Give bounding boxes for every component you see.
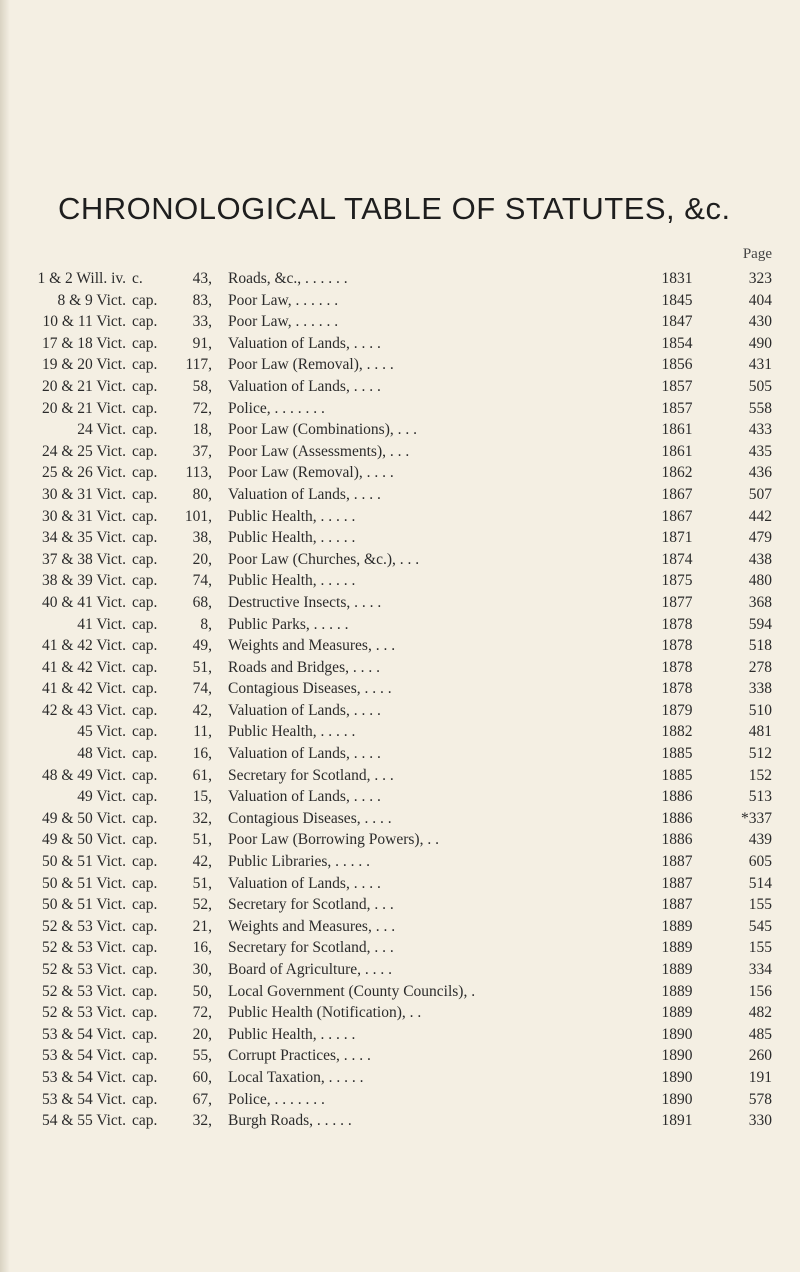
table-row <box>0 570 800 592</box>
chapter-number: 80, <box>192 485 212 503</box>
chapter-number: 117, <box>185 356 212 374</box>
page-reference: 439 <box>748 831 772 849</box>
statute-year: 1890 <box>661 1090 693 1108</box>
table-row <box>0 462 800 484</box>
statute-subject: Poor Law, . . . . . . <box>228 291 339 309</box>
chapter-number: 51, <box>192 831 212 849</box>
regnal-sessions: 17 & 18 Vict. <box>41 334 126 352</box>
page-reference: 433 <box>748 421 772 439</box>
statute-subject: Public Health, . . . . . <box>228 1025 356 1043</box>
statute-subject: Police, . . . . . . . <box>228 1090 325 1108</box>
cap-abbreviation: cap. <box>132 982 158 1000</box>
statute-year: 1847 <box>661 313 693 331</box>
table-row <box>0 981 800 1003</box>
chapter-number: 72, <box>192 399 212 417</box>
table-row <box>0 614 800 636</box>
statute-subject: Valuation of Lands, . . . . <box>228 485 381 503</box>
cap-abbreviation: cap. <box>132 961 158 978</box>
regnal-sessions: 50 & 51 Vict. <box>41 853 126 871</box>
statute-year: 1890 <box>661 1068 693 1086</box>
statute-subject: Local Taxation, . . . . . <box>228 1068 364 1086</box>
cap-abbreviation: cap. <box>132 723 158 741</box>
statute-year: 1889 <box>661 961 693 978</box>
page-reference: 436 <box>748 464 772 482</box>
regnal-sessions: 1 & 2 Will. iv. <box>37 270 126 287</box>
regnal-sessions: 49 & 50 Vict. <box>41 809 126 827</box>
cap-abbreviation: cap. <box>132 1047 158 1065</box>
regnal-sessions: 52 & 53 Vict. <box>41 982 126 1000</box>
regnal-sessions: 24 & 25 Vict. <box>41 442 126 460</box>
regnal-sessions: 38 & 39 Vict. <box>41 572 126 590</box>
cap-abbreviation: cap. <box>132 788 158 806</box>
page-reference: 338 <box>748 680 772 698</box>
cap-abbreviation: cap. <box>132 421 158 439</box>
chapter-number: 83, <box>192 291 212 309</box>
statute-year: 1887 <box>661 853 693 871</box>
regnal-sessions: 45 Vict. <box>77 723 126 741</box>
page-reference: 323 <box>748 270 772 287</box>
statute-year: 1886 <box>661 831 693 849</box>
regnal-sessions: 49 & 50 Vict. <box>41 831 126 849</box>
cap-abbreviation: cap. <box>132 701 158 719</box>
cap-abbreviation: cap. <box>132 939 158 957</box>
cap-abbreviation: cap. <box>132 507 158 525</box>
regnal-sessions: 10 & 11 Vict. <box>42 313 126 331</box>
chapter-number: 16, <box>192 939 212 957</box>
regnal-sessions: 53 & 54 Vict. <box>41 1047 126 1065</box>
chapter-number: 74, <box>192 572 212 590</box>
table-row <box>0 808 800 830</box>
page-reference: 507 <box>748 485 772 503</box>
regnal-sessions: 34 & 35 Vict. <box>41 529 126 547</box>
page-reference: 514 <box>748 874 772 892</box>
statute-year: 1878 <box>661 615 693 633</box>
chapter-number: 33, <box>192 313 212 331</box>
table-row <box>0 419 800 441</box>
page-reference: 260 <box>748 1047 772 1065</box>
page-reference: 191 <box>748 1068 772 1086</box>
table-row <box>0 851 800 873</box>
page-reference: 518 <box>748 637 772 655</box>
page-reference: 278 <box>748 658 772 676</box>
statute-year: 1885 <box>661 745 693 763</box>
chapter-number: 91, <box>192 334 212 352</box>
statute-table <box>0 268 800 1132</box>
statute-subject: Burgh Roads, . . . . . <box>228 1112 352 1130</box>
statute-subject: Roads and Bridges, . . . . <box>228 658 380 676</box>
page-reference: 513 <box>748 788 772 806</box>
regnal-sessions: 53 & 54 Vict. <box>41 1025 126 1043</box>
chapter-number: 52, <box>192 896 212 914</box>
statute-year: 1885 <box>661 766 693 784</box>
page-reference: 435 <box>748 442 772 460</box>
table-row <box>0 894 800 916</box>
page-title: CHRONOLOGICAL TABLE OF STATUTES, &c. <box>58 190 731 226</box>
regnal-sessions: 48 & 49 Vict. <box>41 766 126 784</box>
statute-subject: Local Government (County Councils), . <box>228 982 476 1000</box>
cap-abbreviation: cap. <box>132 637 158 655</box>
statute-year: 1875 <box>661 572 693 590</box>
cap-abbreviation: cap. <box>132 853 158 871</box>
statute-subject: Valuation of Lands, . . . . <box>228 874 381 892</box>
page-reference: 481 <box>748 723 772 741</box>
table-row <box>0 873 800 895</box>
table-row <box>0 743 800 765</box>
page-reference: 156 <box>748 982 772 1000</box>
table-row <box>0 959 800 981</box>
statute-year: 1857 <box>661 399 693 417</box>
regnal-sessions: 25 & 26 Vict. <box>41 464 126 482</box>
table-row <box>0 549 800 571</box>
page-reference: 430 <box>748 313 772 331</box>
statute-year: 1889 <box>661 917 693 935</box>
statute-subject: Secretary for Scotland, . . . <box>228 766 394 784</box>
chapter-number: 20, <box>192 1025 212 1043</box>
cap-abbreviation: cap. <box>132 593 158 611</box>
chapter-number: 101, <box>184 507 212 525</box>
table-row <box>0 1024 800 1046</box>
statute-year: 1861 <box>661 442 693 460</box>
cap-abbreviation: cap. <box>132 356 158 374</box>
chapter-number: 43, <box>192 270 212 287</box>
statute-year: 1890 <box>661 1047 693 1065</box>
cap-abbreviation: cap. <box>132 831 158 849</box>
regnal-sessions: 40 & 41 Vict. <box>41 593 126 611</box>
cap-abbreviation: cap. <box>132 334 158 352</box>
page-reference: 438 <box>748 550 772 568</box>
cap-abbreviation: cap. <box>132 1090 158 1108</box>
regnal-sessions: 19 & 20 Vict. <box>41 356 126 374</box>
regnal-sessions: 20 & 21 Vict. <box>41 399 126 417</box>
page-reference: 558 <box>748 399 772 417</box>
regnal-sessions: 37 & 38 Vict. <box>41 550 126 568</box>
statute-year: 1889 <box>661 982 693 1000</box>
page-reference: 155 <box>748 896 772 914</box>
table-row <box>0 333 800 355</box>
table-row <box>0 506 800 528</box>
page-reference: 512 <box>748 745 772 763</box>
table-row <box>0 441 800 463</box>
table-row <box>0 354 800 376</box>
statute-subject: Roads, &c., . . . . . . <box>228 270 348 287</box>
regnal-sessions: 8 & 9 Vict. <box>57 291 126 309</box>
statute-subject: Public Health, . . . . . <box>228 572 356 590</box>
statute-subject: Public Parks, . . . . . <box>228 615 349 633</box>
regnal-sessions: 48 Vict. <box>77 745 126 763</box>
regnal-sessions: 41 & 42 Vict. <box>41 658 126 676</box>
statute-year: 1845 <box>661 291 693 309</box>
table-row <box>0 1067 800 1089</box>
chapter-number: 55, <box>192 1047 212 1065</box>
chapter-number: 32, <box>192 1112 212 1130</box>
table-row <box>0 311 800 333</box>
page-reference: 155 <box>748 939 772 957</box>
cap-abbreviation: cap. <box>132 680 158 698</box>
table-row <box>0 1110 800 1132</box>
page-reference: 404 <box>748 291 772 309</box>
table-row <box>0 398 800 420</box>
chapter-number: 32, <box>192 809 212 827</box>
statute-subject: Contagious Diseases, . . . . <box>228 809 392 827</box>
table-row <box>0 721 800 743</box>
cap-abbreviation: cap. <box>132 874 158 892</box>
page-reference: 330 <box>748 1112 772 1130</box>
chapter-number: 11, <box>193 723 212 741</box>
table-row <box>0 268 800 290</box>
table-row <box>0 916 800 938</box>
statute-subject: Poor Law (Combinations), . . . <box>228 421 417 439</box>
chapter-number: 60, <box>192 1068 212 1086</box>
table-row <box>0 527 800 549</box>
table-row <box>0 1089 800 1111</box>
page-reference: 485 <box>748 1025 772 1043</box>
statute-subject: Weights and Measures, . . . <box>228 917 396 935</box>
page-reference: 480 <box>748 572 772 590</box>
regnal-sessions: 41 Vict. <box>77 615 126 633</box>
cap-abbreviation: cap. <box>132 766 158 784</box>
statute-subject: Public Health, . . . . . <box>228 723 356 741</box>
statute-year: 1857 <box>661 377 693 395</box>
chapter-number: 20, <box>192 550 212 568</box>
chapter-number: 74, <box>192 680 212 698</box>
chapter-number: 50, <box>192 982 212 1000</box>
page-reference: 505 <box>748 377 772 395</box>
statute-year: 1831 <box>661 270 693 287</box>
statute-year: 1867 <box>661 485 693 503</box>
page-reference: 594 <box>748 615 772 633</box>
regnal-sessions: 50 & 51 Vict. <box>41 874 126 892</box>
table-row <box>0 376 800 398</box>
statute-year: 1856 <box>661 356 693 374</box>
table-row <box>0 1002 800 1024</box>
statute-subject: Public Health, . . . . . <box>228 507 356 525</box>
cap-abbreviation: cap. <box>132 291 158 309</box>
table-row <box>0 829 800 851</box>
regnal-sessions: 24 Vict. <box>77 421 126 439</box>
regnal-sessions: 53 & 54 Vict. <box>41 1090 126 1108</box>
statute-year: 1886 <box>661 788 693 806</box>
regnal-sessions: 41 & 42 Vict. <box>41 637 126 655</box>
cap-abbreviation: cap. <box>132 313 158 331</box>
chapter-number: 16, <box>192 745 212 763</box>
chapter-number: 42, <box>192 853 212 871</box>
chapter-number: 51, <box>192 874 212 892</box>
statute-year: 1889 <box>661 1004 693 1022</box>
cap-abbreviation: cap. <box>132 1025 158 1043</box>
statute-year: 1874 <box>661 550 693 568</box>
chapter-number: 72, <box>192 1004 212 1022</box>
table-row <box>0 678 800 700</box>
cap-abbreviation: c. <box>132 270 143 287</box>
statute-subject: Police, . . . . . . . <box>228 399 325 417</box>
chapter-number: 51, <box>192 658 212 676</box>
cap-abbreviation: cap. <box>132 399 158 417</box>
cap-abbreviation: cap. <box>132 896 158 914</box>
chapter-number: 37, <box>192 442 212 460</box>
page-reference: 152 <box>748 766 772 784</box>
cap-abbreviation: cap. <box>132 442 158 460</box>
regnal-sessions: 53 & 54 Vict. <box>41 1068 126 1086</box>
regnal-sessions: 52 & 53 Vict. <box>41 917 126 935</box>
page-reference: 490 <box>748 334 772 352</box>
statute-year: 1889 <box>661 939 693 957</box>
page-reference: 605 <box>748 853 772 871</box>
table-row <box>0 290 800 312</box>
cap-abbreviation: cap. <box>132 550 158 568</box>
page-reference: 431 <box>748 356 772 374</box>
statute-year: 1871 <box>661 529 693 547</box>
table-row <box>0 937 800 959</box>
regnal-sessions: 50 & 51 Vict. <box>41 896 126 914</box>
table-row <box>0 484 800 506</box>
regnal-sessions: 52 & 53 Vict. <box>41 1004 126 1022</box>
table-row <box>0 635 800 657</box>
regnal-sessions: 49 Vict. <box>77 788 126 806</box>
statute-year: 1877 <box>661 593 693 611</box>
statute-subject: Contagious Diseases, . . . . <box>228 680 392 698</box>
table-row <box>0 700 800 722</box>
page-reference: 578 <box>748 1090 772 1108</box>
regnal-sessions: 52 & 53 Vict. <box>41 939 126 957</box>
page-reference: 510 <box>748 701 772 719</box>
page-reference: 442 <box>748 507 772 525</box>
statute-year: 1878 <box>661 637 693 655</box>
statute-year: 1867 <box>661 507 693 525</box>
regnal-sessions: 41 & 42 Vict. <box>41 680 126 698</box>
statute-subject: Secretary for Scotland, . . . <box>228 939 394 957</box>
chapter-number: 49, <box>192 637 212 655</box>
page-column-header: Page <box>742 246 772 262</box>
cap-abbreviation: cap. <box>132 917 158 935</box>
statute-year: 1854 <box>661 334 693 352</box>
cap-abbreviation: cap. <box>132 529 158 547</box>
statute-subject: Poor Law (Removal), . . . . <box>228 356 394 374</box>
cap-abbreviation: cap. <box>132 1004 158 1022</box>
chapter-number: 61, <box>192 766 212 784</box>
statute-subject: Destructive Insects, . . . . <box>228 593 382 611</box>
statute-year: 1882 <box>661 723 693 741</box>
chapter-number: 113, <box>185 464 212 482</box>
cap-abbreviation: cap. <box>132 377 158 395</box>
statute-subject: Poor Law (Borrowing Powers), . . <box>228 831 439 849</box>
statute-subject: Weights and Measures, . . . <box>228 637 396 655</box>
statute-subject: Board of Agriculture, . . . . <box>228 961 393 978</box>
statute-year: 1887 <box>661 874 693 892</box>
statute-year: 1878 <box>661 680 693 698</box>
statute-subject: Poor Law, . . . . . . <box>228 313 339 331</box>
statute-year: 1862 <box>661 464 693 482</box>
statute-subject: Poor Law (Removal), . . . . <box>228 464 394 482</box>
chapter-number: 30, <box>192 961 212 978</box>
statute-subject: Corrupt Practices, . . . . <box>228 1047 371 1065</box>
cap-abbreviation: cap. <box>132 485 158 503</box>
statute-subject: Secretary for Scotland, . . . <box>228 896 394 914</box>
regnal-sessions: 52 & 53 Vict. <box>41 961 126 978</box>
regnal-sessions: 30 & 31 Vict. <box>41 485 126 503</box>
page-reference: 482 <box>748 1004 772 1022</box>
page-reference: 334 <box>748 961 772 978</box>
chapter-number: 8, <box>200 615 212 633</box>
cap-abbreviation: cap. <box>132 572 158 590</box>
statute-year: 1887 <box>661 896 693 914</box>
cap-abbreviation: cap. <box>132 615 158 633</box>
cap-abbreviation: cap. <box>132 658 158 676</box>
statute-subject: Public Health, . . . . . <box>228 529 356 547</box>
chapter-number: 15, <box>192 788 212 806</box>
table-row <box>0 592 800 614</box>
cap-abbreviation: cap. <box>132 745 158 763</box>
statute-year: 1886 <box>661 809 693 827</box>
chapter-number: 38, <box>192 529 212 547</box>
statute-subject: Valuation of Lands, . . . . <box>228 377 381 395</box>
statute-year: 1878 <box>661 658 693 676</box>
cap-abbreviation: cap. <box>132 809 158 827</box>
statute-subject: Poor Law (Churches, &c.), . . . <box>228 550 420 568</box>
chapter-number: 42, <box>192 701 212 719</box>
page-reference: *337 <box>741 809 772 827</box>
cap-abbreviation: cap. <box>132 1068 158 1086</box>
page-reference: 479 <box>748 529 772 547</box>
cap-abbreviation: cap. <box>132 1112 158 1130</box>
chapter-number: 58, <box>192 377 212 395</box>
statute-subject: Poor Law (Assessments), . . . <box>228 442 410 460</box>
statute-year: 1890 <box>661 1025 693 1043</box>
table-row <box>0 657 800 679</box>
table-row <box>0 786 800 808</box>
regnal-sessions: 20 & 21 Vict. <box>41 377 126 395</box>
chapter-number: 67, <box>192 1090 212 1108</box>
regnal-sessions: 42 & 43 Vict. <box>41 701 126 719</box>
statute-subject: Valuation of Lands, . . . . <box>228 334 381 352</box>
chapter-number: 68, <box>192 593 212 611</box>
statute-subject: Public Health (Notification), . . <box>228 1004 422 1022</box>
statute-subject: Public Libraries, . . . . . <box>228 853 371 871</box>
statute-year: 1861 <box>661 421 693 439</box>
page-reference: 368 <box>748 593 772 611</box>
page-reference: 545 <box>748 917 772 935</box>
regnal-sessions: 54 & 55 Vict. <box>41 1112 126 1130</box>
chapter-number: 21, <box>192 917 212 935</box>
regnal-sessions: 30 & 31 Vict. <box>41 507 126 525</box>
statute-subject: Valuation of Lands, . . . . <box>228 701 381 719</box>
statute-subject: Valuation of Lands, . . . . <box>228 788 381 806</box>
statute-year: 1879 <box>661 701 693 719</box>
statute-year: 1891 <box>661 1112 693 1130</box>
statute-subject: Valuation of Lands, . . . . <box>228 745 381 763</box>
table-row <box>0 1045 800 1067</box>
table-row <box>0 765 800 787</box>
chapter-number: 18, <box>192 421 212 439</box>
cap-abbreviation: cap. <box>132 464 158 482</box>
